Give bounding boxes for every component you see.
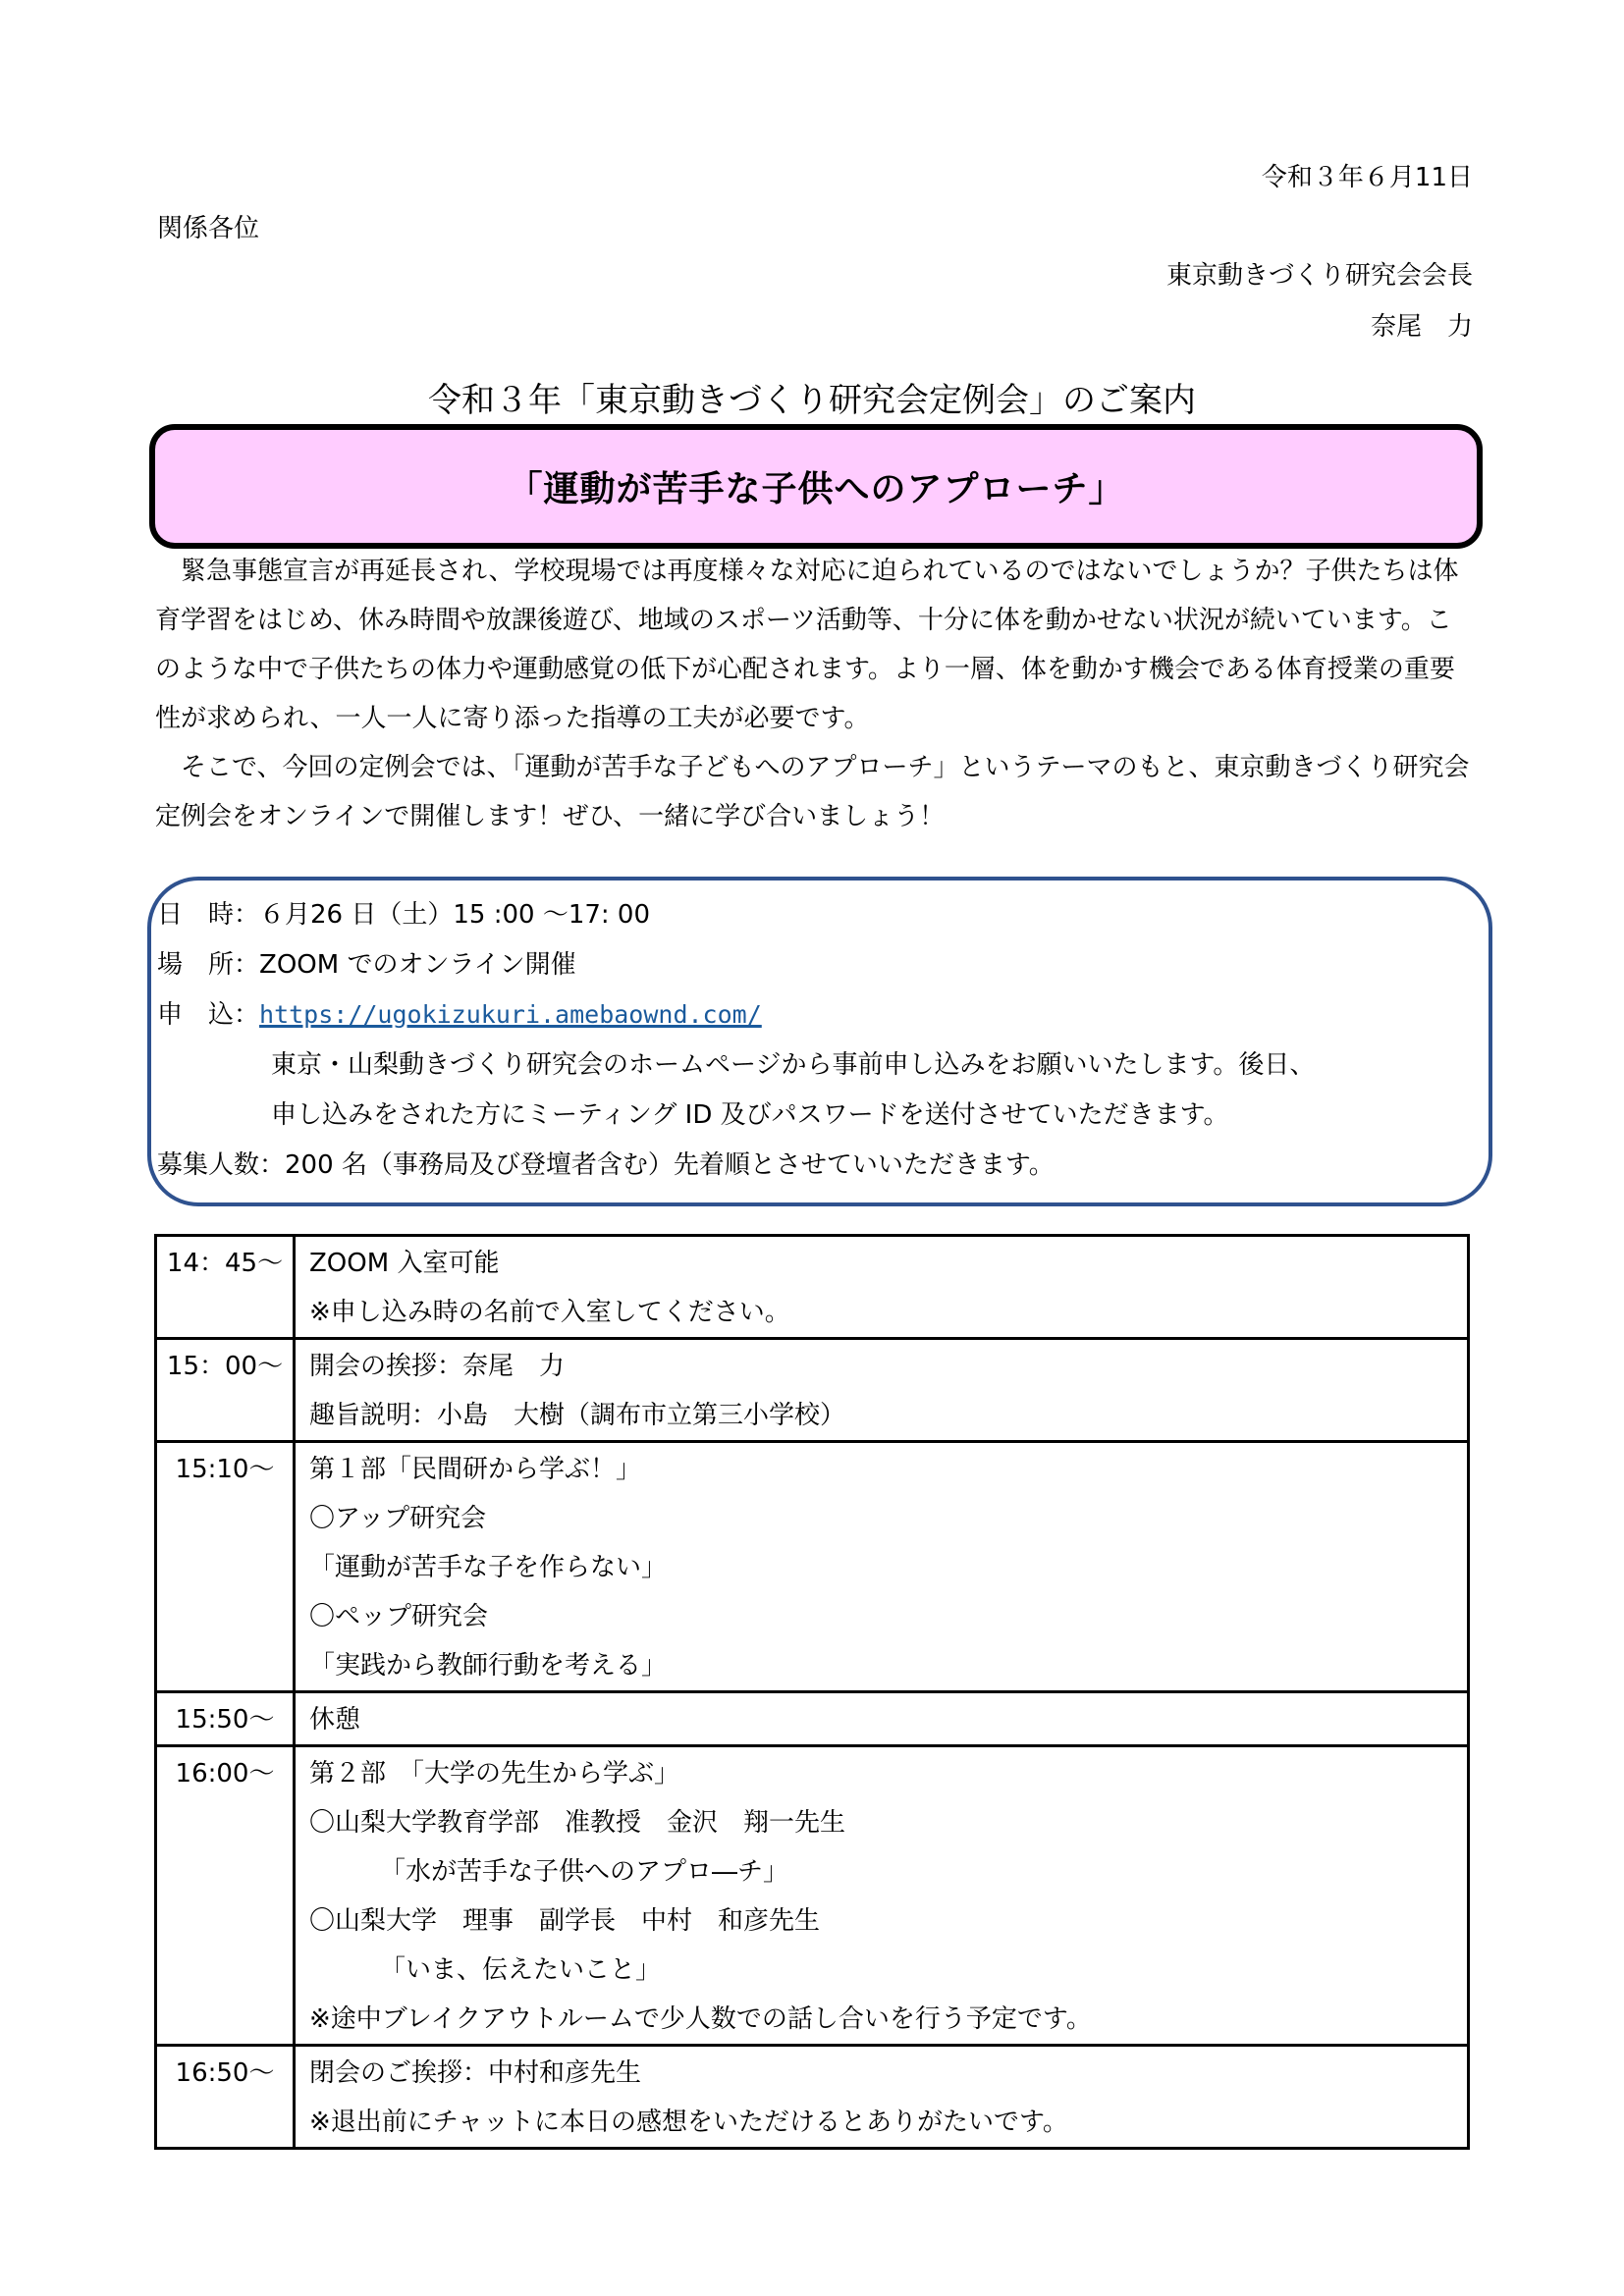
schedule-row [156,2046,1469,2149]
intro-paragraph-1: 緊急事態宣言が再延長され、学校現場では再度様々な対応に迫られているのではないでしょうか？子供たちは体育学習をはじめ、休み時間や放課後遊び、地域のスポーツ活動等、十分に体を動かせない状況が続いています。このような中で子供たちの体力や運動感覚の低下が心配されます。より一層、体を動かす機会である体育授業の重要性が求められ、一人一人に寄り添った指導の工夫が必要です。 [155,557,1459,733]
schedule-time: 15：00～ [156,1339,295,1442]
schedule-content [295,2046,1469,2149]
schedule-row [156,1442,1469,1692]
president-name: 奈尾 力 [1370,312,1473,342]
schedule-line: 「運動が苦手な子を作らない」 [309,1553,668,1582]
schedule-content [295,1236,1469,1339]
schedule-time: 16:00～ [156,1746,295,2046]
datetime-value: ６月26 日（土）15 :00 ～17: 00 [259,900,651,930]
apply-url-link[interactable]: https://ugokizukuri.amebaownd.com/ [259,1000,762,1029]
schedule-line: ZOOM 入室可能 [309,1249,500,1278]
apply-label: 申 込： [157,1000,260,1030]
organization: 東京動きづくり研究会会長 [1165,261,1473,291]
event-title: 「運動が苦手な子供へのアプローチ」 [507,469,1125,509]
schedule-line: 趣旨説明：小島 大樹（調布市立第三小学校） [309,1401,846,1430]
info-apply [157,1000,762,1030]
schedule-row [156,1692,1469,1746]
schedule-line: 開会の挨拶：奈尾 力 [309,1352,566,1381]
schedule-content [295,1442,1469,1692]
place-value: ZOOM でのオンライン開催 [259,950,576,980]
schedule-line: 休憩 [309,1705,361,1735]
title-box [149,424,1483,549]
schedule-table [154,1234,1470,2150]
schedule-row [156,1746,1469,2046]
schedule-line: 〇山梨大学教育学部 准教授 金沢 翔一先生 [309,1808,846,1838]
schedule-time: 15:10～ [156,1442,295,1692]
schedule-row [156,1339,1469,1442]
capacity-text: 募集人数：200 名（事務局及び登壇者含む）先着順とさせていいただきます。 [157,1150,1055,1180]
schedule-content [295,1339,1469,1442]
schedule-time: 15:50～ [156,1692,295,1746]
schedule-line: 「実践から教師行動を考える」 [309,1651,668,1681]
document-date: 令和３年６月11日 [1261,163,1473,192]
schedule-content [295,1692,1469,1746]
schedule-line: 〇アップ研究会 [309,1504,487,1533]
page-heading: 令和３年「東京動きづくり研究会定例会」のご案内 [428,381,1196,420]
schedule-line: ※退出前にチャットに本日の感想をいただけるとありがたいです。 [309,2108,1068,2137]
info-datetime [157,900,650,930]
intro-paragraph-2: そこで、今回の定例会では、「運動が苦手な子どもへのアプローチ」というテーマのもと、東京動きづくり研究会定例会をオンラインで開催します！ぜひ、一緒に学び合いましょう！ [155,753,1470,831]
schedule-line: 第２部 「大学の先生から学ぶ」 [309,1759,680,1789]
datetime-label: 日 時： [157,900,260,930]
schedule-line: 〇ペップ研究会 [309,1602,489,1631]
apply-note-1: 東京・山梨動きづくり研究会のホームページから事前申し込みをお願いいたします。後日、 [271,1050,1316,1080]
intro-text [155,547,1471,841]
schedule-line: 〇山梨大学 理事 副学長 中村 和彦先生 [309,1906,821,1936]
place-label: 場 所： [157,950,260,980]
schedule-line: 閉会のご挨拶：中村和彦先生 [309,2058,642,2088]
schedule-line: ※申し込み時の名前で入室してください。 [309,1298,790,1327]
schedule-line: 「いま、伝えたいこと」 [380,1955,662,1985]
schedule-time: 16:50～ [156,2046,295,2149]
schedule-line: 第１部「民間研から学ぶ！」 [309,1455,642,1484]
schedule-content [295,1746,1469,2046]
apply-note-2: 申し込みをされた方にミーティング ID 及びパスワードを送付させていただきます。 [271,1100,1229,1130]
schedule-time: 14：45～ [156,1236,295,1339]
addressee: 関係各位 [157,214,260,243]
schedule-line: 「水が苦手な子供へのアプロ―チ」 [380,1857,789,1887]
schedule-line: ※途中ブレイクアウトルームで少人数での話し合いを行う予定です。 [309,2004,1092,2034]
schedule-row [156,1236,1469,1339]
info-place [157,950,576,980]
